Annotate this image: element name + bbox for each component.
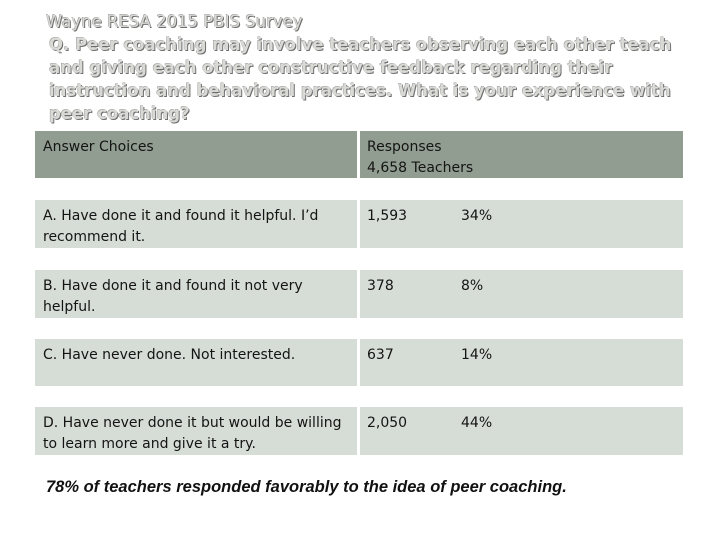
- survey-question: Q. Peer coaching may involve teachers observing each other teach and giving each other constructive feedback regarding their instruction and behavioral practices. What is your experience with peer coaching?: [49, 35, 672, 123]
- table-row: [35, 339, 683, 386]
- row-percent-b: 8%: [461, 278, 484, 294]
- header-responses-label: Responses: [367, 139, 442, 155]
- row-choice-c: C. Have never done. Not interested.: [35, 339, 357, 386]
- header-responses: [360, 131, 683, 178]
- table-header-row: [35, 131, 683, 178]
- row-percent-d: 44%: [461, 415, 493, 431]
- row-response-d: [360, 407, 683, 455]
- row-percent-c: 14%: [461, 347, 493, 363]
- table-row: [35, 270, 683, 318]
- summary-note: 78% of teachers responded favorably to the idea of peer coaching.: [46, 478, 567, 496]
- survey-title: Wayne RESA 2015 PBIS Survey: [46, 12, 303, 31]
- row-count-d: 2,050: [367, 415, 408, 431]
- row-count-c: 637: [367, 347, 394, 363]
- row-count-a: 1,593: [367, 208, 408, 224]
- table-row: [35, 200, 683, 248]
- row-percent-a: 34%: [461, 208, 493, 224]
- header-answer-choices: Answer Choices: [35, 131, 357, 178]
- row-choice-a: A. Have done it and found it helpful. I’d recommend it.: [35, 200, 357, 248]
- row-choice-b: B. Have done it and found it not very helpful.: [35, 270, 357, 318]
- title-block: [46, 11, 706, 125]
- row-count-b: 378: [367, 278, 394, 294]
- row-response-c: [360, 339, 683, 386]
- row-response-a: [360, 200, 683, 248]
- header-responses-total: 4,658 Teachers: [367, 160, 474, 176]
- row-response-b: [360, 270, 683, 318]
- table-row: [35, 407, 683, 455]
- row-choice-d: D. Have never done it but would be willing to learn more and give it a try.: [35, 407, 357, 455]
